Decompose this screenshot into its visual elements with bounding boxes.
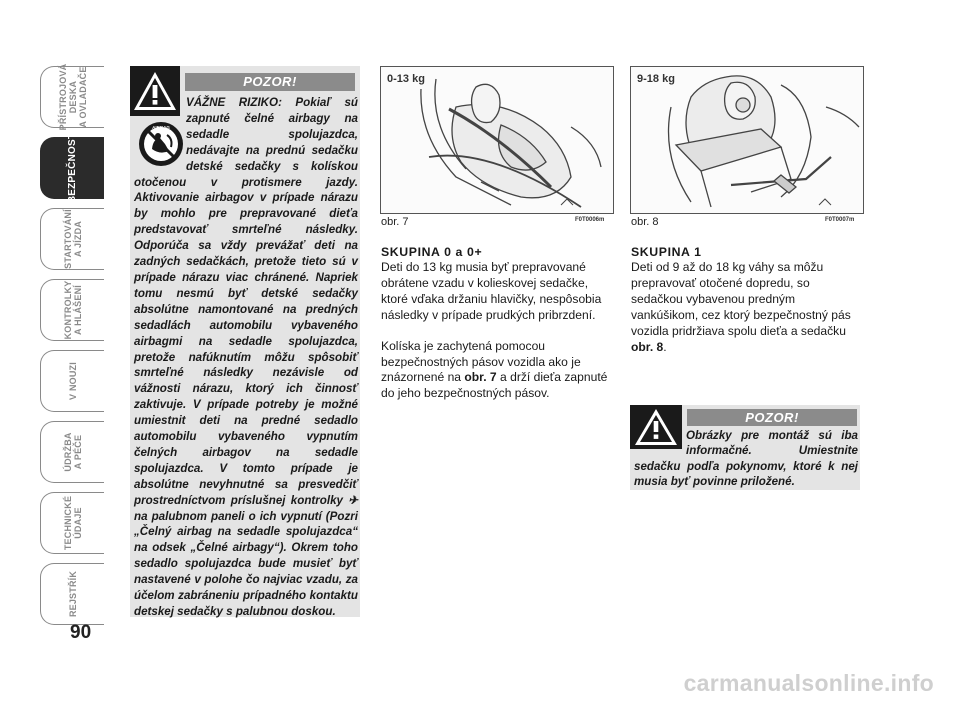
tab-rejstrik[interactable] [40, 563, 104, 625]
figure-code: F0T0006m [575, 217, 605, 223]
warning-text-airbag [134, 95, 358, 620]
paragraph-text: . [663, 339, 667, 354]
warning-text-body: Obrázky pre montáž sú iba informačné. Umiestnite sedačku podľa pokynomv, ktoré k nej musia byť povinne priložené. [634, 429, 858, 489]
tab-pristrojova-deska[interactable] [40, 63, 104, 131]
figure-weight-label: 0-13 kg [387, 73, 425, 85]
tab-v-nouzi[interactable] [40, 350, 104, 412]
warning-header: POZOR! [185, 73, 355, 91]
paragraph-text: Deti od 9 až do 18 kg váhy sa môžu prepravovať otočené dopredu, so sedačkou vybavenou predným vankúšikom, cez ktorý bezpečnostný pás vozidla pridržiava spolu dieťa a sedačku [631, 260, 851, 338]
figure-caption: obr. 8 [631, 216, 659, 228]
tab-label: TECHNICKÉ ÚDAJE [62, 495, 83, 551]
warning-text-body: VÁŽNE RIZIKO: Pokiaľ sú zapnuté čelné airbagy na sedadle spolujazdca, nedávajte na prednú sedačku detské sedačky s kolískou otočenou v protismere jazdy. Aktivovanie airbagov v prípade nárazu by mohlo pre prepravované dieťa predstavovať smrteľné následky. Odporúča sa vždy prevážať deti na zadných sedačkách, pretože tieto sú v prípade nárazu viac chránené. Napriek tomu nesmú byť detské sedačky absolútne namontované na predných sedadlách automobilu vybaveného airbagmi na sedadle spolujazdca, pretože nafúknutím môžu spôsobiť smrteľné následky nezávisle od vážnosti nárazu, ktorý ich činnosť zaktivuje. V prípade potreby je možné umiestnit deti na predné sedadlo automobilu vybaveného vypnutím čelných airbagov na sedadle spolujazdca. V tomto prípade je absolútne nevyhnutné sa presvedčiť prostredníctvom príslušnej kontrolky ✈ na palubnom paneli o ich vypnutí (Pozri „Čelný airbag na sedadle spolujazdca“ na odsek „Čelné airbagy“). Okrem toho sedadlo spolujazdca bude musieť byť nastavené v polohe čo najviac vzadu, za účelom zabráneniu prípadného kontaktu detskej sedačky s palubnou doskou. [134, 96, 358, 618]
figure-reference: obr. 7 [464, 370, 497, 385]
tab-udrzba[interactable] [40, 421, 104, 483]
tab-technicke-udaje[interactable] [40, 492, 104, 554]
warning-text-illustrations [634, 428, 858, 490]
paragraph [631, 260, 863, 355]
figure-weight-label: 9-18 kg [637, 73, 675, 85]
tab-label: V NOUZI [67, 362, 78, 400]
tab-startovani[interactable] [40, 208, 104, 270]
section-group-1 [631, 244, 863, 370]
section-group-0 [381, 244, 613, 417]
tab-label: REJSTŘÍK [67, 570, 78, 618]
tab-label: BEZPEČNOST [66, 132, 78, 204]
section-heading: SKUPINA 0 a 0+ [381, 245, 483, 259]
tab-kontrolky[interactable] [40, 279, 104, 341]
tab-label: ÚDRŽBA A PÉČE [62, 432, 83, 472]
rear-facing-seat-illustration [381, 67, 613, 213]
tab-label: STARTOVÁNÍ A JÍZDA [62, 209, 83, 269]
paragraph-text: a drží dieťa zapnuté do jeho bezpečnostných pásov. [381, 370, 608, 401]
airbag-label: AIRBAG [152, 125, 170, 130]
tab-label: KONTROLKY A HLÁŠENÍ [62, 280, 83, 340]
page-number: 90 [70, 622, 92, 643]
section-tabs [40, 63, 104, 634]
figure-forward-facing-seat [630, 66, 864, 214]
warning-header: POZOR! [687, 409, 857, 426]
figure-rear-facing-seat [380, 66, 614, 214]
paragraph: Deti do 13 kg musia byť prepravované obrátene vzadu v kolieskovej sedačke, ktoré vďaka držaniu hlavičky, nespôsobia následky v prípade prudkých pribrzdení. [381, 260, 602, 322]
tab-label: PŘÍSTROJOVÁ DESKA A OVLADAČE [57, 63, 88, 131]
section-heading: SKUPINA 1 [631, 245, 702, 259]
forward-facing-seat-illustration [631, 67, 863, 213]
tab-bezpecnost[interactable] [40, 132, 104, 204]
figure-caption: obr. 7 [381, 216, 409, 228]
paragraph [381, 339, 613, 403]
figure-reference: obr. 8 [631, 339, 664, 354]
figure-code: F0T0007m [825, 217, 855, 223]
paragraph-text: Kolíska je zachytená pomocou bezpečnostných pásov vozidla ako je znázornené na [381, 338, 581, 385]
watermark: carmanualsonline.info [683, 670, 934, 696]
